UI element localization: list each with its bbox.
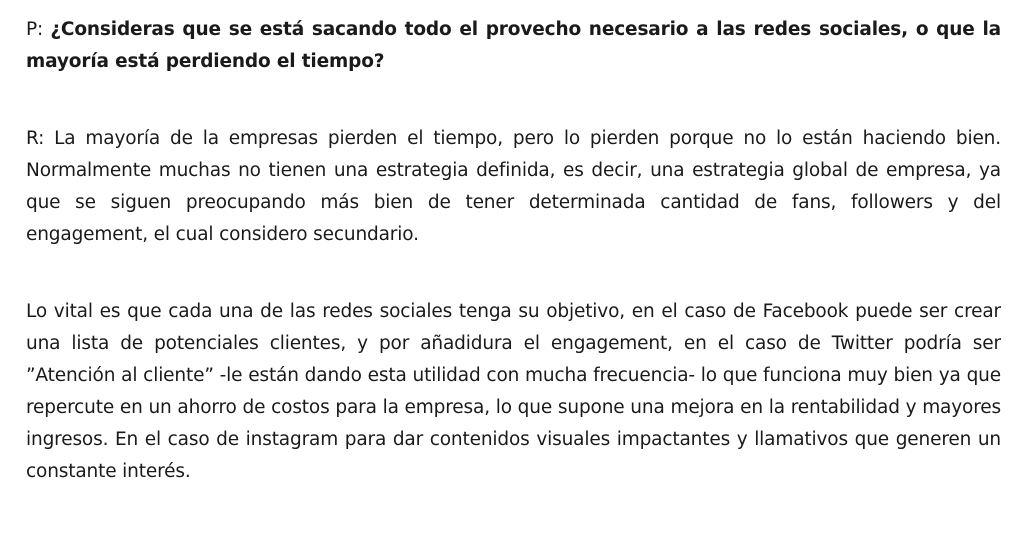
answer-text: La mayoría de la empresas pierden el tiempo, pero lo pierden porque no lo están haciendo bien. Normalmente muchas no tienen una estrategia definida, es decir, una estrategia global de empresa, ya que se siguen preocupando más bien de tener determinada cantidad de fans, followers y del engagement, el cual considero secundario. <box>26 128 1001 245</box>
question-prefix: P: <box>26 19 51 40</box>
question-paragraph <box>26 14 1001 78</box>
follow-up-paragraph: Lo vital es que cada una de las redes sociales tenga su objetivo, en el caso de Facebook puede ser crear una lista de potenciales clientes, y por añadidura el engagement, en el caso de Twitter podría ser ”Atención al cliente” -le están dando esta utilidad con mucha frecuencia- lo que funciona muy bien ya que repercute en un ahorro de costos para la empresa, lo que supone una mejora en la rentabilidad y mayores ingresos. En el caso de instagram para dar contenidos visuales impactantes y llamativos que generen un constante interés. <box>26 301 1001 482</box>
question-text: ¿Consideras que se está sacando todo el provecho necesario a las redes sociales, o que la mayoría está perdiendo el tiempo? <box>26 19 1001 72</box>
answer-prefix: R: <box>26 128 55 149</box>
answer-paragraph <box>26 123 1001 251</box>
interview-document <box>26 14 1001 488</box>
